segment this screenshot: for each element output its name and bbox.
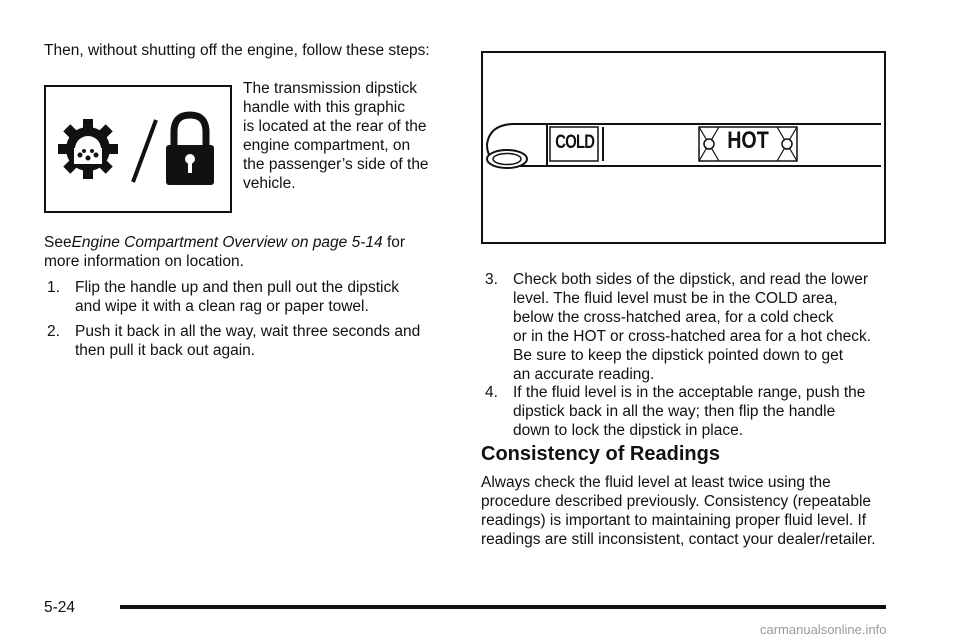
- cold-label: COLD: [555, 132, 595, 153]
- step-line: dipstick back in all the way; then flip the handle: [513, 403, 836, 420]
- see-suffix: for: [386, 234, 406, 251]
- step-line: and wipe it with a clean rag or paper towel.: [75, 298, 369, 315]
- step-line: level. The fluid level must be in the COLD area,: [513, 290, 838, 307]
- step-line: below the cross-hatched area, for a cold check: [513, 309, 834, 326]
- step-number: 3.: [485, 271, 498, 288]
- gear-icon: [58, 119, 118, 179]
- caption-line: the passenger’s side of the: [243, 156, 429, 173]
- step-line: down to lock the dipstick in place.: [513, 422, 744, 439]
- step-line: Be sure to keep the dipstick pointed down to get: [513, 347, 844, 364]
- caption-line: The transmission dipstick: [243, 80, 418, 97]
- watermark[interactable]: carmanualsonline.info: [760, 622, 887, 637]
- intro-text: Then, without shutting off the engine, follow these steps:: [44, 42, 430, 59]
- step-line: Flip the handle up and then pull out the dipstick: [75, 279, 400, 296]
- footer-rule: [120, 605, 886, 609]
- step-number: 4.: [485, 384, 498, 401]
- dipstick-figure: [481, 51, 886, 244]
- gear-lock-icon: [46, 87, 230, 211]
- dipstick-icon-figure: [44, 85, 232, 213]
- hot-label: HOT: [727, 127, 769, 154]
- caption-line: engine compartment, on: [243, 137, 411, 154]
- step-line: Check both sides of the dipstick, and read the lower: [513, 271, 868, 288]
- cross-reference-link[interactable]: Engine Compartment Overview on page 5-14: [71, 234, 383, 251]
- caption-line: handle with this graphic: [243, 99, 405, 116]
- see-reference: [44, 233, 454, 271]
- body-line: procedure described previously. Consistency (repeatable: [481, 493, 872, 510]
- dipstick-illustration: [483, 53, 884, 242]
- step-number: 2.: [47, 323, 60, 340]
- step-line: or in the HOT or cross-hatched area for a hot check.: [513, 328, 872, 345]
- step-line: Push it back in all the way, wait three seconds and: [75, 323, 421, 340]
- see-line2: more information on location.: [44, 253, 244, 270]
- section-heading: Consistency of Readings: [481, 443, 720, 465]
- step-number: 1.: [47, 279, 60, 296]
- step-line: an accurate reading.: [513, 366, 655, 383]
- body-line: readings are still inconsistent, contact your dealer/retailer.: [481, 531, 876, 548]
- lock-icon: [166, 115, 214, 185]
- body-line: readings) is important to maintaining proper fluid level. If: [481, 512, 867, 529]
- see-prefix: See: [44, 234, 72, 251]
- caption-line: is located at the rear of the: [243, 118, 427, 135]
- caption-line: vehicle.: [243, 175, 296, 192]
- step-line: If the fluid level is in the acceptable range, push the: [513, 384, 866, 401]
- icon-caption: [243, 79, 429, 193]
- page-number: 5-24: [44, 599, 76, 616]
- step-line: then pull it back out again.: [75, 342, 256, 359]
- section-body: [481, 473, 901, 549]
- body-line: Always check the fluid level at least twice using the: [481, 474, 831, 491]
